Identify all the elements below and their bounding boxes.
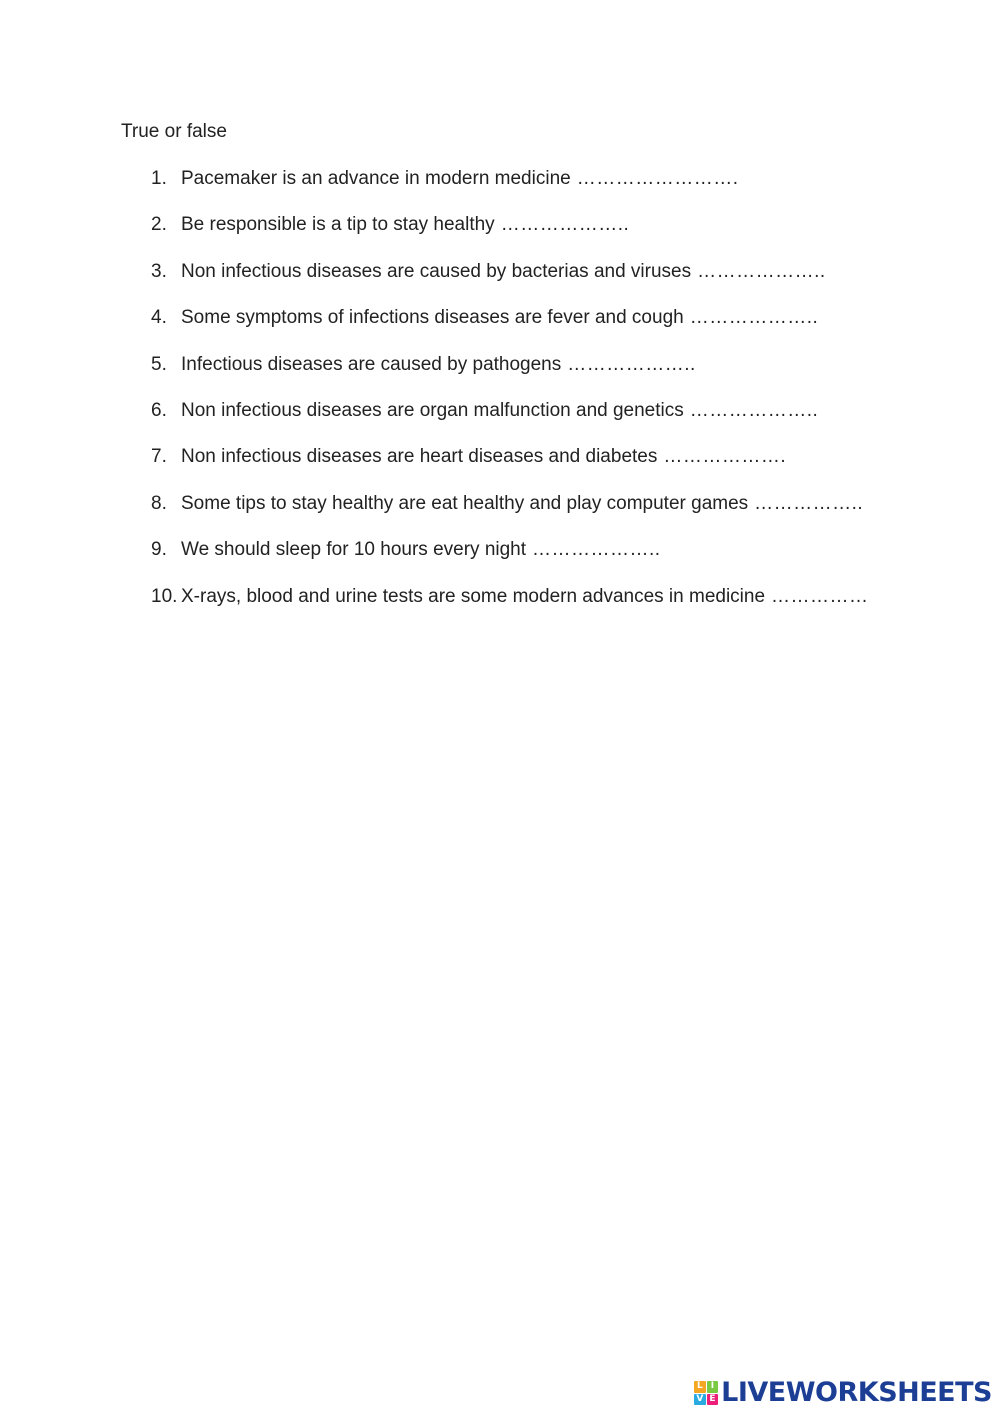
question-statement: Non infectious diseases are heart diseases and diabetes bbox=[181, 446, 658, 468]
question-number: 8. bbox=[151, 492, 167, 514]
question-number: 7. bbox=[151, 446, 167, 468]
question-text bbox=[181, 539, 661, 561]
answer-blank[interactable]: ……………….. bbox=[689, 307, 819, 329]
worksheet-heading: True or false bbox=[121, 121, 227, 142]
question-statement: Some symptoms of infections diseases are fever and cough bbox=[181, 307, 684, 329]
question-number: 4. bbox=[151, 307, 167, 329]
logo-letter: V bbox=[694, 1394, 706, 1406]
question-number: 5. bbox=[151, 353, 167, 375]
answer-blank[interactable]: …………… bbox=[771, 585, 869, 607]
answer-blank[interactable]: ……………………. bbox=[576, 168, 739, 189]
question-statement: Pacemaker is an advance in modern medicine bbox=[181, 168, 571, 189]
question-number: 2. bbox=[151, 214, 167, 236]
logo-text: LIVEWORKSHEETS bbox=[721, 1377, 992, 1408]
question-statement: Infectious diseases are caused by pathogens bbox=[181, 353, 562, 375]
question-number: 6. bbox=[151, 399, 167, 421]
question-item bbox=[0, 493, 1000, 539]
answer-blank[interactable]: ……………….. bbox=[689, 399, 819, 421]
answer-blank[interactable]: ………………. bbox=[663, 446, 787, 468]
question-statement: X-rays, blood and urine tests are some modern advances in medicine bbox=[181, 585, 766, 607]
question-item bbox=[0, 354, 1000, 400]
question-number: 10. bbox=[151, 585, 178, 607]
answer-blank[interactable]: …………….. bbox=[754, 492, 864, 514]
question-item bbox=[0, 446, 1000, 492]
question-text bbox=[181, 446, 786, 468]
question-number: 9. bbox=[151, 539, 167, 561]
question-item bbox=[0, 539, 1000, 585]
question-text bbox=[181, 586, 869, 608]
question-item bbox=[0, 261, 1000, 307]
question-text bbox=[181, 214, 629, 236]
logo-letter: E bbox=[707, 1394, 719, 1406]
answer-blank[interactable]: ……………….. bbox=[532, 539, 661, 561]
question-item bbox=[0, 214, 1000, 260]
question-list bbox=[0, 168, 1000, 632]
question-item bbox=[0, 586, 1000, 632]
logo-mark-icon bbox=[694, 1381, 718, 1405]
answer-blank[interactable]: ……………….. bbox=[697, 260, 826, 282]
question-text bbox=[181, 493, 863, 515]
question-statement: We should sleep for 10 hours every night bbox=[181, 539, 527, 561]
question-text bbox=[181, 354, 696, 376]
question-statement: Some tips to stay healthy are eat healthy and play computer games bbox=[181, 492, 749, 514]
question-number: 3. bbox=[151, 260, 167, 282]
question-text bbox=[181, 168, 739, 190]
question-number: 1. bbox=[151, 168, 167, 189]
question-item bbox=[0, 168, 1000, 214]
question-statement: Non infectious diseases are caused by bacterias and viruses bbox=[181, 260, 692, 282]
question-text bbox=[181, 307, 818, 329]
answer-blank[interactable]: ……………….. bbox=[500, 214, 630, 236]
question-statement: Non infectious diseases are organ malfunction and genetics bbox=[181, 399, 684, 421]
logo-letter: L bbox=[694, 1381, 706, 1393]
logo-letter: I bbox=[707, 1381, 719, 1393]
answer-blank[interactable]: ……………….. bbox=[567, 353, 696, 375]
liveworksheets-logo bbox=[694, 1378, 992, 1408]
question-text bbox=[181, 400, 818, 422]
question-item bbox=[0, 400, 1000, 446]
question-item bbox=[0, 307, 1000, 353]
question-text bbox=[181, 261, 826, 283]
question-statement: Be responsible is a tip to stay healthy bbox=[181, 214, 495, 236]
